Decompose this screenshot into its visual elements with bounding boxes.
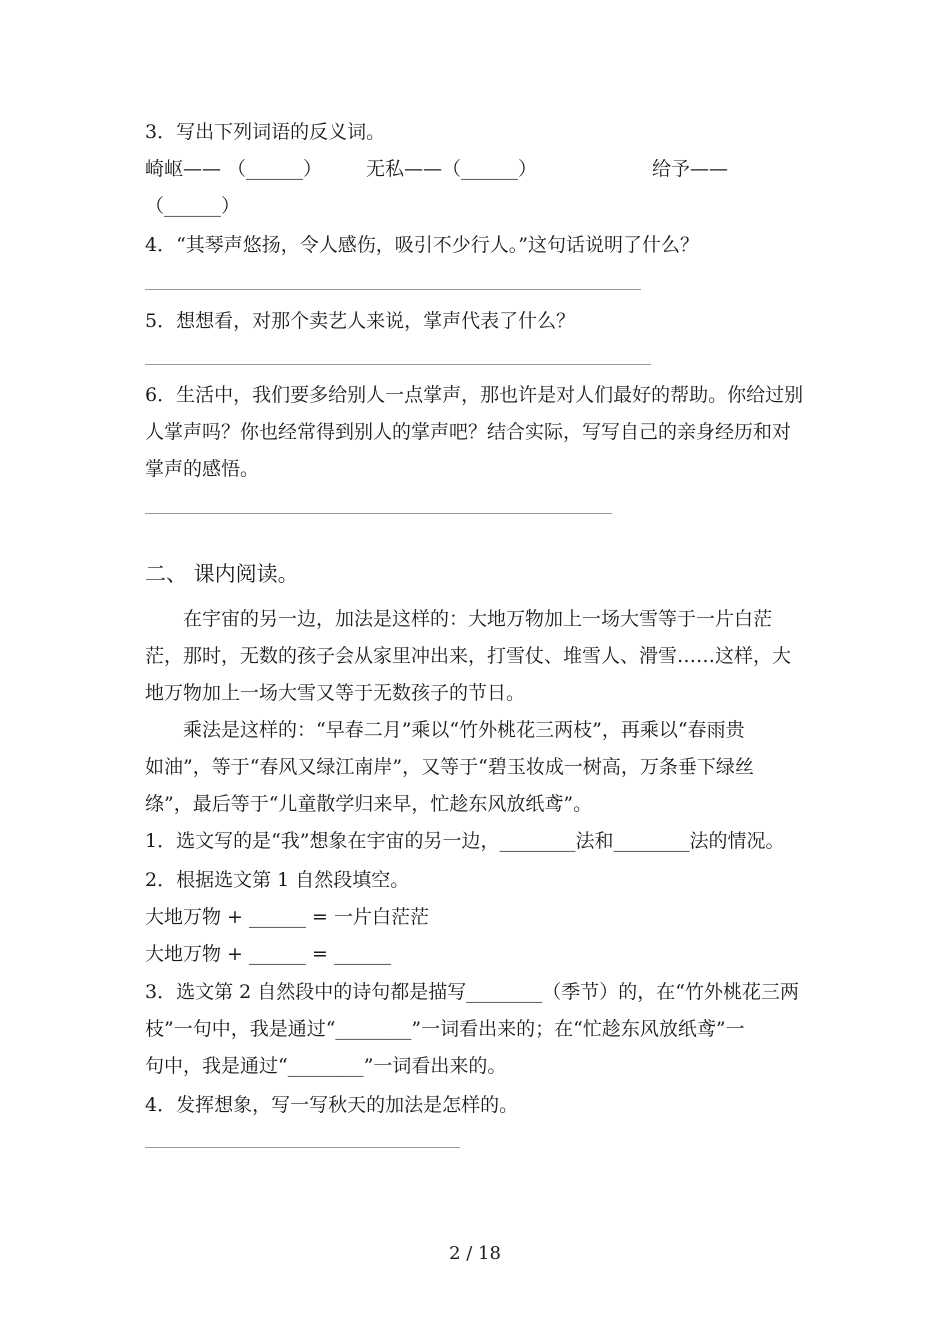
question-3-line-3: 句中，我是通过“________”一词看出来的。: [145, 1055, 507, 1077]
question-3-line-2: 枝”一句中，我是通过“________”一词看出来的；在“忙趁东风放纸鸢”一: [145, 1018, 745, 1040]
passage-p2-line-2: 如油”，等于“春风又绿江南岸”，又等于“碧玉妆成一树高，万条垂下绿丝: [145, 756, 754, 778]
question-2-line-2: 大地万物 + ______ = ______: [145, 943, 391, 965]
question-4-answer-line[interactable]: [145, 1147, 460, 1148]
q6-line-3: 掌声的感悟。: [145, 458, 260, 480]
q3-item-3-blank: （______）: [145, 195, 241, 217]
q3-item-2: 无私——（______）: [366, 158, 538, 180]
q5-answer-line[interactable]: [145, 364, 651, 365]
question-1: 1．选文写的是“我”想象在宇宙的另一边，________法和________法的情况。: [145, 830, 785, 852]
q4-answer-line[interactable]: [145, 289, 641, 290]
q3-item-3: 给予——: [652, 158, 729, 180]
page-number: 2 / 18: [449, 1243, 501, 1264]
q6-line-2: 人掌声吗？你也经常得到别人的掌声吧？结合实际，写写自己的亲身经历和对: [145, 421, 792, 443]
passage-p1-line-1: 在宇宙的另一边，加法是这样的：大地万物加上一场大雪等于一片白茫: [145, 608, 773, 630]
passage-p2-line-1: 乘法是这样的：“早春二月”乘以“竹外桃花三两枝”，再乘以“春雨贵: [145, 719, 745, 741]
passage-p1-line-3: 地万物加上一场大雪又等于无数孩子的节日。: [145, 682, 526, 704]
q5-text: 5．想想看，对那个卖艺人来说，掌声代表了什么？: [145, 310, 576, 332]
q3-item-1: 崎岖—— （______）: [145, 158, 323, 180]
question-3-line-1: 3．选文第 2 自然段中的诗句都是描写________（季节）的，在“竹外桃花三两: [145, 981, 799, 1003]
q6-answer-line[interactable]: [145, 513, 612, 514]
passage-p1-line-2: 茫，那时，无数的孩子会从家里冲出来，打雪仗、堆雪人、滑雪……这样，大: [145, 645, 792, 667]
question-2: 2．根据选文第 1 自然段填空。: [145, 869, 410, 891]
section-heading: 二、 课内阅读。: [145, 562, 299, 586]
q4-text: 4．“其琴声悠扬，令人感伤，吸引不少行人。”这句话说明了什么？: [145, 234, 700, 256]
passage-p2-line-3: 绦”，最后等于“儿童散学归来早，忙趁东风放纸鸢”。: [145, 793, 593, 815]
question-4: 4．发挥想象，写一写秋天的加法是怎样的。: [145, 1094, 519, 1116]
question-2-line-1: 大地万物 + ______ = 一片白茫茫: [145, 906, 429, 928]
q6-line-1: 6．生活中，我们要多给别人一点掌声，那也许是对人们最好的帮助。你给过别: [145, 384, 804, 406]
q3-title: 3．写出下列词语的反义词。: [145, 121, 386, 143]
